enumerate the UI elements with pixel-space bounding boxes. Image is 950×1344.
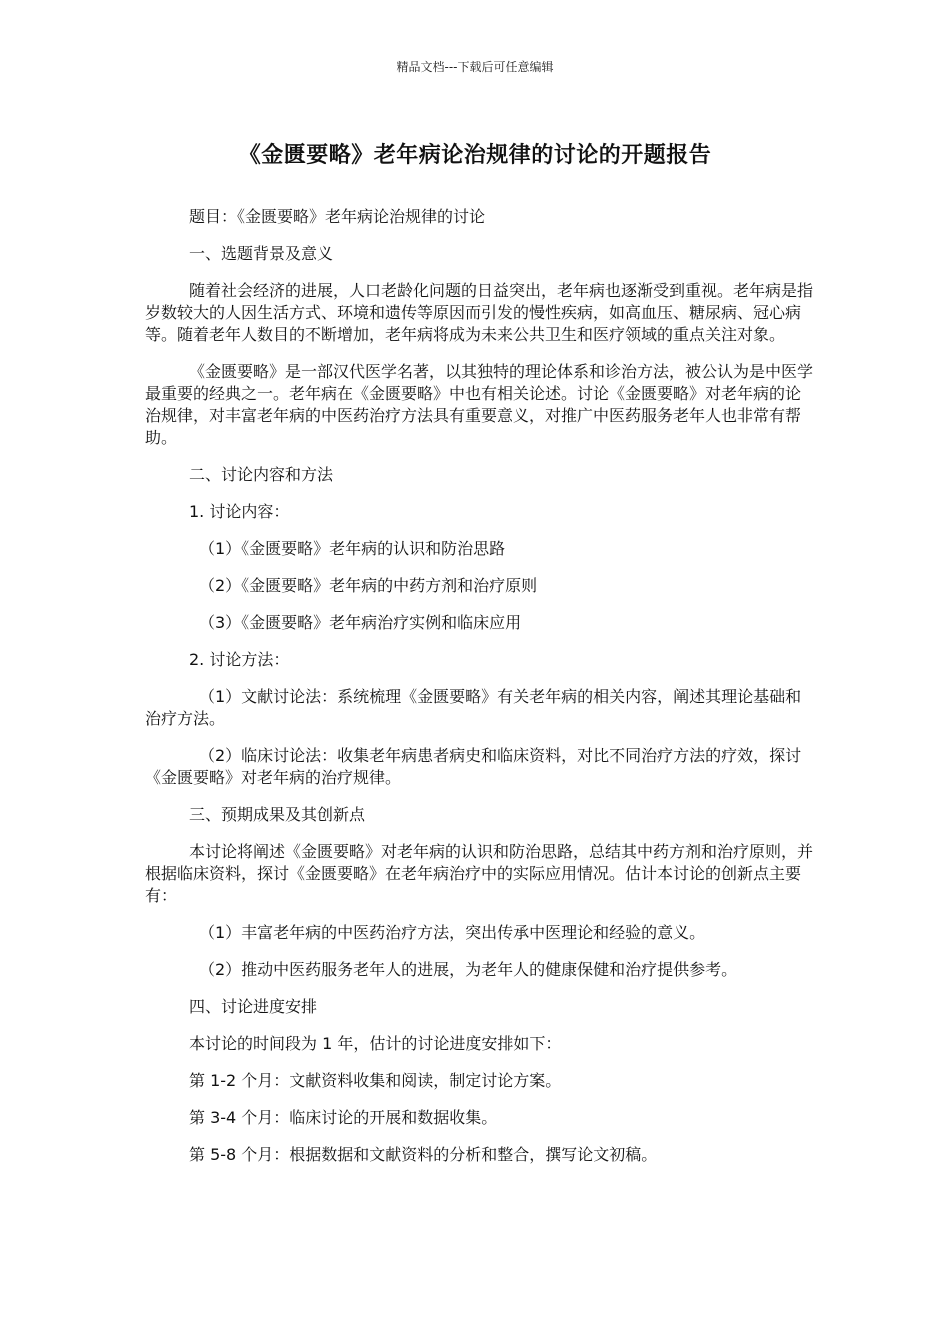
list-item: （2）临床讨论法：收集老年病患者病史和临床资料，对比不同治疗方法的疗效，探讨《金匮要略》对老年病的治疗规律。	[145, 746, 802, 787]
page-header: 精品文档---下载后可任意编辑	[396, 60, 554, 74]
subsection-heading: 2. 讨论方法：	[189, 650, 290, 669]
list-item: （1）文献讨论法：系统梳理《金匮要略》有关老年病的相关内容，阐述其理论基础和治疗方法。	[145, 687, 802, 728]
section-heading: 一、选题背景及意义	[189, 244, 334, 263]
schedule-item: 第 5-8 个月：根据数据和文献资料的分析和整合，撰写论文初稿。	[189, 1145, 658, 1164]
paragraph: 随着社会经济的进展，人口老龄化问题的日益突出，老年病也逐渐受到重视。老年病是指岁数较大的人因生活方式、环境和遗传等原因而引发的慢性疾病，如高血压、糖尿病、冠心病等。随着老年人数目的不断增加，老年病将成为未来公共卫生和医疗领域的重点关注对象。	[145, 281, 814, 344]
list-item: （2）《金匮要略》老年病的中药方剂和治疗原则	[199, 576, 538, 595]
subsection-heading: 1. 讨论内容：	[189, 502, 290, 521]
section-heading: 二、讨论内容和方法	[189, 465, 334, 484]
topic-line: 题目：《金匮要略》老年病论治规律的讨论	[189, 207, 486, 226]
section-heading: 四、讨论进度安排	[189, 997, 318, 1016]
paragraph: 《金匮要略》是一部汉代医学名著，以其独特的理论体系和诊治方法，被公认为是中医学最重要的经典之一。老年病在《金匮要略》中也有相关论述。讨论《金匮要略》对老年病的论治规律，对丰富老年病的中医药治疗方法具有重要意义，对推广中医药服务老年人也非常有帮助。	[145, 362, 814, 447]
document-title: 《金匮要略》老年病论治规律的讨论的开题报告	[238, 143, 712, 168]
paragraph: 本讨论的时间段为 1 年，估计的讨论进度安排如下：	[189, 1034, 562, 1053]
list-item: （2）推动中医药服务老年人的进展，为老年人的健康保健和治疗提供参考。	[199, 960, 738, 979]
list-item: （1）丰富老年病的中医药治疗方法，突出传承中医理论和经验的意义。	[199, 923, 706, 942]
schedule-item: 第 1-2 个月：文献资料收集和阅读，制定讨论方案。	[189, 1071, 562, 1090]
paragraph: 本讨论将阐述《金匮要略》对老年病的认识和防治思路，总结其中药方剂和治疗原则，并根据临床资料，探讨《金匮要略》在老年病治疗中的实际应用情况。估计本讨论的创新点主要有：	[145, 842, 814, 905]
list-item: （3）《金匮要略》老年病治疗实例和临床应用	[199, 613, 522, 632]
document-body	[145, 206, 813, 1181]
schedule-item: 第 3-4 个月：临床讨论的开展和数据收集。	[189, 1108, 498, 1127]
list-item: （1）《金匮要略》老年病的认识和防治思路	[199, 539, 506, 558]
section-heading: 三、预期成果及其创新点	[189, 805, 366, 824]
